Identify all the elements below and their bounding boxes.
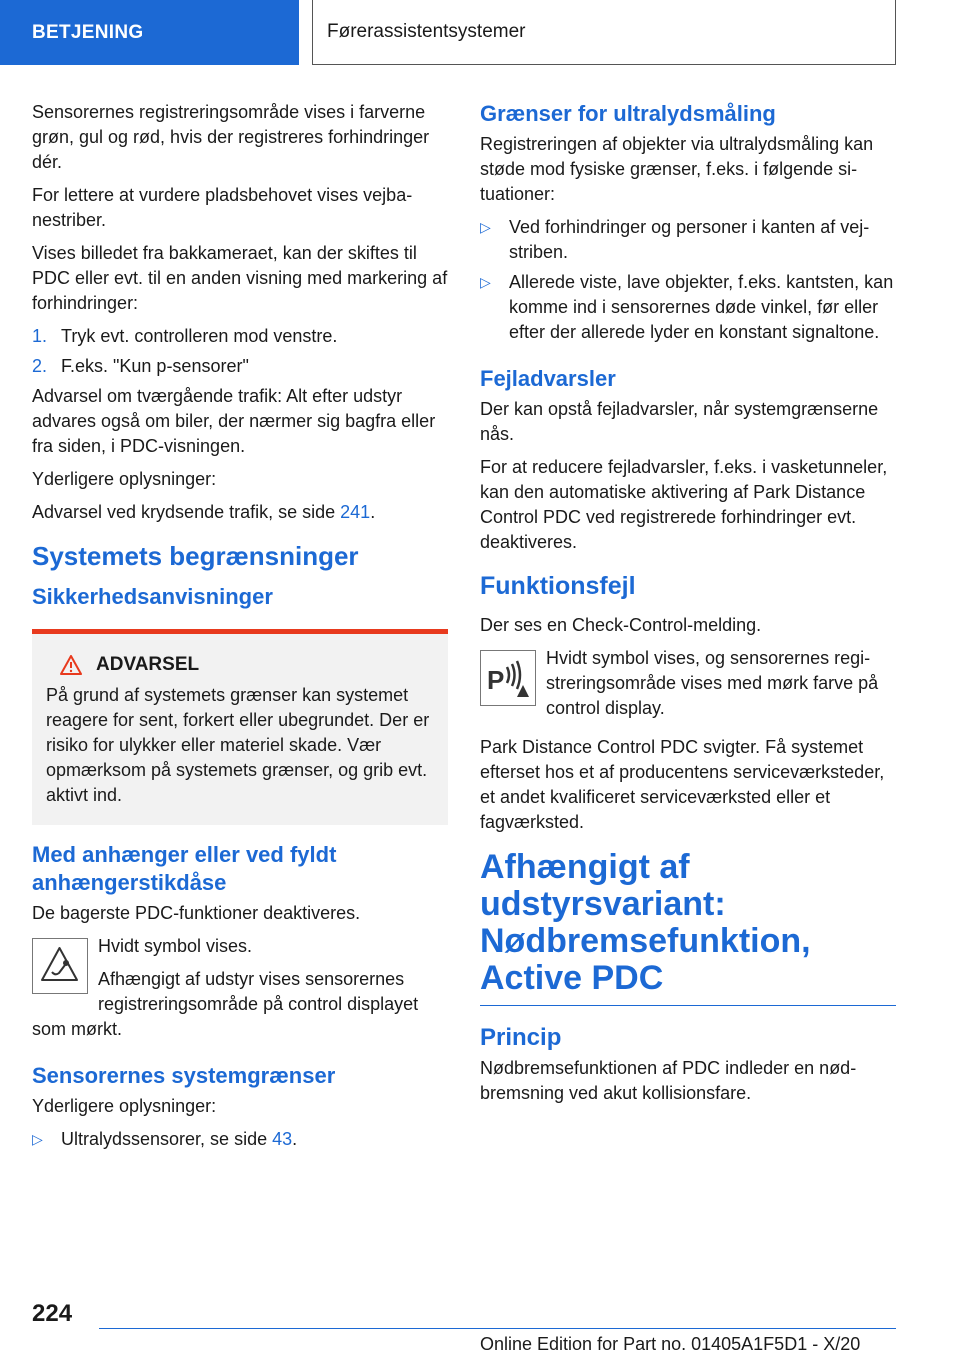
heading-trailer: Med anhænger eller ved fyldt anhængerstikdåse	[32, 842, 337, 895]
edition-text: Online Edition for Part no. 01405A1F5D1 - X/20	[480, 1334, 861, 1354]
chapter-header	[312, 0, 896, 65]
heading-sensor-limits: Sensorernes systemgrænser	[32, 1063, 336, 1088]
page-number: 224	[32, 1300, 73, 1327]
paragraph: For at reducere fejladvarsler, f.eks. i vasketunneler, kan den automatiske aktivering af Park Distance Control PDC ved registrerede forhindringer evt. deaktiveres.	[480, 457, 888, 552]
list-item	[480, 215, 896, 265]
paragraph: Advarsel om tværgående trafik: Alt efter udstyr advares også om biler, der nærmer sig bagfra eller fra siden, i PDC-visningen.	[32, 386, 436, 456]
list-text: Ved forhindringer og personer i kanten af vejstriben.	[509, 217, 870, 262]
symbol-row	[480, 646, 896, 721]
bullet-triangle-icon: ▷	[480, 219, 491, 235]
section-title: BETJENING	[32, 21, 144, 43]
warning-text: På grund af systemets grænser kan systemet reagere for sent, forkert eller ubegrundet. Der er risiko for ulykker eller materiel skade. Vær opmærksom på systemets grænser, og grib evt. aktivt ind.	[46, 685, 430, 805]
paragraph: Sensorernes registreringsområde vises i farverne grøn, gul og rød, hvis der registreres forhindringer dér.	[32, 102, 430, 172]
heading-safety: Sikkerhedsanvisninger	[32, 584, 273, 609]
paragraph: Yderligere oplysninger:	[32, 1096, 217, 1116]
bullet-triangle-icon: ▷	[32, 1131, 43, 1147]
trailer-warning-icon	[32, 938, 88, 994]
step-text: Tryk evt. controlleren mod venstre.	[61, 326, 338, 346]
paragraph	[32, 500, 448, 525]
paragraph: Der ses en Check-Control-melding.	[480, 615, 762, 635]
heading-ultrasonic: Grænser for ultralydsmåling	[480, 101, 776, 126]
text: .	[292, 1129, 298, 1149]
page-link[interactable]: 43	[272, 1129, 293, 1149]
paragraph: Hvidt symbol vises, og sensorernes registreringsområde vises med mørk farve på control display.	[546, 648, 879, 718]
heading-principle: Princip	[480, 1024, 562, 1051]
paragraph: Nødbremsefunktionen af PDC indleder en nødbremsning ved akut kollisionsfare.	[480, 1058, 857, 1103]
chapter-title: Førerassistentsystemer	[327, 21, 526, 42]
symbol-row	[32, 934, 448, 1017]
paragraph: Hvidt symbol vises.	[98, 936, 253, 956]
bullet-triangle-icon: ▷	[480, 274, 491, 290]
step-number: 2.	[32, 356, 48, 376]
paragraph: Registreringen af objekter via ultralydsmåling kan støde mod fysiske grænser, f.eks. i følgende situationer:	[480, 134, 874, 204]
heading-limits: Systemets begrænsninger	[32, 541, 359, 571]
text: .	[370, 502, 376, 522]
right-column	[480, 100, 896, 1114]
heading-emergency-brake: Afhængigt af udstyrsvariant: Nødbremsefunktion, Active PDC	[480, 848, 811, 997]
footer-divider	[99, 1328, 896, 1329]
paragraph: Vises billedet fra bakkameraet, kan der skiftes til PDC eller evt. til en anden visning med markering af forhindringer:	[32, 243, 448, 313]
heading-false-warnings: Fejladvarsler	[480, 366, 616, 391]
warning-label: ADVARSEL	[96, 654, 200, 675]
paragraph: Park Distance Control PDC svigter. Få systemet efterset hos et af producentens serviceværksteder, et andet kvalificeret serviceværksted eller et fagværksted.	[480, 737, 885, 832]
section-tab	[0, 0, 299, 65]
paragraph: Afhængigt af udstyr vises sensorernes registreringsområde på control displayet	[98, 969, 419, 1014]
paragraph: De bagerste PDC-funktioner deaktiveres.	[32, 903, 361, 923]
paragraph: Der kan opstå fejladvarsler, når systemgrænserne nås.	[480, 399, 879, 444]
list-item	[32, 1127, 448, 1152]
page-link[interactable]: 241	[340, 502, 371, 522]
list-item	[32, 324, 448, 349]
warning-triangle-icon	[60, 655, 82, 675]
warning-box	[32, 629, 448, 825]
left-column	[32, 100, 448, 1157]
list-text: Allerede viste, lave objekter, f.eks. kantsten, kan komme ind i sensorernes døde vinkel, før eller efter der allerede lyder en konstant signaltone.	[509, 272, 894, 342]
paragraph: For lettere at vurdere pladsbehovet vises vejbanestriber.	[32, 185, 413, 230]
list-item	[480, 270, 896, 345]
divider	[480, 1005, 896, 1006]
step-text: F.eks. "Kun p-sensorer"	[61, 356, 249, 376]
heading-malfunction: Funktionsfejl	[480, 572, 636, 600]
step-number: 1.	[32, 326, 48, 346]
list-item	[32, 354, 448, 379]
text: Ultralydssensorer, se side	[61, 1129, 273, 1149]
paragraph: som mørkt.	[32, 1019, 122, 1039]
svg-text:P: P	[487, 665, 505, 695]
pdc-sensor-warning-icon	[480, 650, 536, 706]
text: Advarsel ved krydsende trafik, se side	[32, 502, 341, 522]
warning-title	[60, 652, 434, 677]
paragraph: Yderligere oplysninger:	[32, 469, 217, 489]
